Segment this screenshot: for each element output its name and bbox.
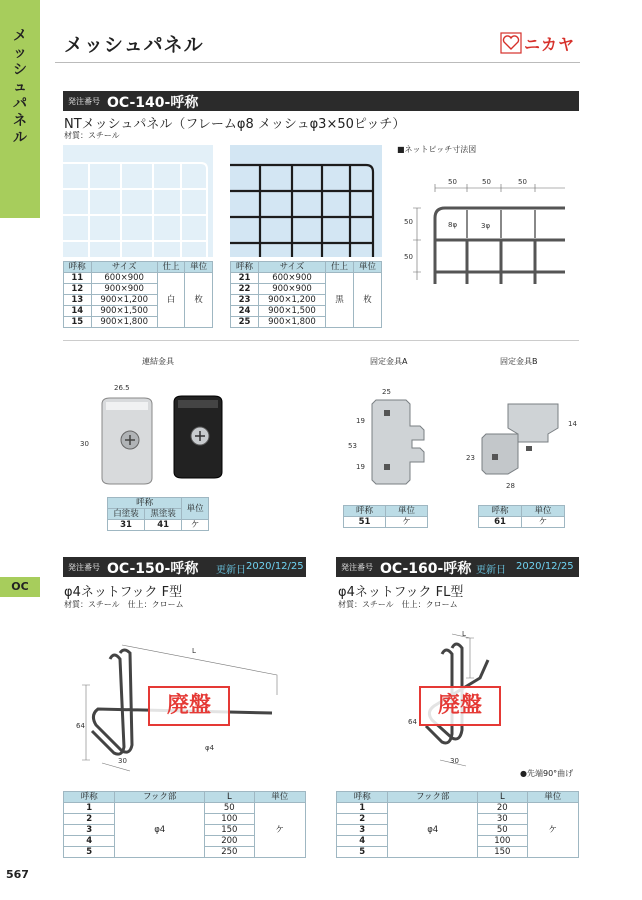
section-bar-oc150: 発注番号 OC-150-呼称 更新日 2020/12/25 xyxy=(63,557,306,577)
fixing-bracket-b-icon xyxy=(478,398,568,478)
pitch-dim-v2: 50 xyxy=(404,253,413,261)
category-side-tab xyxy=(0,0,40,218)
page-title: メッシュパネル xyxy=(64,34,204,56)
hook-f-dim-diameter: φ4 xyxy=(205,744,215,752)
table-header-row: 呼称 フック部 L 単位 xyxy=(64,792,306,803)
table-row: 1 φ4 50 ケ xyxy=(64,803,306,814)
material-oc140: 材質：スチール xyxy=(64,131,120,140)
brand-logo xyxy=(500,32,580,54)
hook-f-dim-length: L xyxy=(192,647,196,655)
section-divider xyxy=(63,340,579,341)
pitch-diagram-icon xyxy=(405,180,575,290)
table-row: 13 900×1,200 xyxy=(64,295,213,306)
fixing-bracket-a-caption: 固定金具A xyxy=(370,357,408,366)
section-bar-oc160: 発注番号 OC-160-呼称 更新日 2020/12/25 xyxy=(336,557,579,577)
table-row: 4 100 xyxy=(337,836,579,847)
header-rule xyxy=(55,62,580,63)
table-row: 3 50 xyxy=(337,825,579,836)
table-row: 3 150 xyxy=(64,825,306,836)
discontinued-stamp-oc160: 廃盤 xyxy=(419,686,501,726)
fixing-bracket-b-spec-table: 呼称 単位 61 ケ xyxy=(478,505,565,528)
table-row: 2 30 xyxy=(337,814,579,825)
brand-logo-text: ニカヤ xyxy=(524,35,576,54)
table-row: 15 900×1,800 xyxy=(64,317,213,328)
table-row: 24 900×1,500 xyxy=(231,306,382,317)
product-title-oc160: φ4ネットフック FL型 xyxy=(338,585,464,600)
col-unit: 単位 xyxy=(185,262,213,273)
hook-fl-dim-height: 64 xyxy=(408,718,417,726)
black-mesh-panel-photo xyxy=(230,145,382,257)
product-title-oc140: NTメッシュパネル（フレームφ8 メッシュφ3×50ピッチ） xyxy=(64,117,406,132)
unit-black: 枚 xyxy=(353,273,381,328)
table-row: 31 41 ケ xyxy=(108,520,209,531)
pitch-dim-b: 50 xyxy=(482,178,491,186)
category-side-tab-label: メッシュパネル xyxy=(13,28,27,146)
table-row: 23 900×1,200 xyxy=(231,295,382,306)
table-row: 51 ケ xyxy=(344,517,428,528)
table-row: 4 200 xyxy=(64,836,306,847)
white-mesh-icon xyxy=(63,145,213,257)
material-oc150: 材質：スチール 仕上：クローム xyxy=(64,600,184,609)
hook-fl-note: ●先端90°曲げ xyxy=(520,769,574,778)
joint-dim-width: 26.5 xyxy=(114,384,130,392)
pitch-dim-c: 50 xyxy=(518,178,527,186)
table-row: 5 150 xyxy=(337,847,579,858)
col-finish: 仕上 xyxy=(157,262,185,273)
pitch-dim-frame: 8φ xyxy=(448,221,458,229)
table-row: 5 250 xyxy=(64,847,306,858)
fixa-dim-top: 25 xyxy=(382,388,391,396)
order-prefix: 発注番号 xyxy=(68,97,100,106)
section-bar-oc140 xyxy=(63,91,579,111)
fixing-bracket-a-icon xyxy=(366,396,436,486)
col-code: 呼称 xyxy=(64,262,92,273)
joint-fitting-icon xyxy=(92,390,232,490)
material-oc160: 材質：スチール 仕上：クローム xyxy=(338,600,458,609)
oc-index-tab: OC xyxy=(0,577,40,597)
unit-white: 枚 xyxy=(185,273,213,328)
order-code: OC-140-呼称 xyxy=(107,95,199,111)
table-row: 14 900×1,500 xyxy=(64,306,213,317)
hook-f-spec-table xyxy=(63,791,306,858)
hook-fl-dim-width: 30 xyxy=(450,757,459,765)
table-header-row: 呼称 フック部 L 単位 xyxy=(337,792,579,803)
fixing-bracket-b-caption: 固定金具B xyxy=(500,357,538,366)
table-row: 25 900×1,800 xyxy=(231,317,382,328)
product-title-oc150: φ4ネットフック F型 xyxy=(64,585,183,600)
pitch-dim-v1: 50 xyxy=(404,218,413,226)
hook-f-dim-height: 64 xyxy=(76,722,85,730)
table-row: 21 600×900 黒 枚 xyxy=(231,273,382,284)
page-number: 567 xyxy=(6,868,29,881)
finish-white: 白 xyxy=(157,273,185,328)
pitch-diagram-caption: ■ネットピッチ寸法図 xyxy=(397,145,477,154)
table-row: 61 ケ xyxy=(479,517,565,528)
heart-logo-icon xyxy=(500,32,522,54)
joint-fitting-spec-table: 呼称 単位 白塗装 黒塗装 31 41 ケ xyxy=(107,497,209,531)
hook-fl-dim-length: L xyxy=(462,630,466,638)
fixb-dim-h2: 23 xyxy=(466,454,475,462)
table-row: 2 100 xyxy=(64,814,306,825)
finish-black: 黒 xyxy=(325,273,353,328)
pitch-dim-a: 50 xyxy=(448,178,457,186)
fixa-dim-h3: 19 xyxy=(356,463,365,471)
joint-fitting-caption: 連結金具 xyxy=(142,357,174,366)
fixa-dim-h1: 19 xyxy=(356,417,365,425)
fixing-bracket-a-spec-table: 呼称 単位 51 ケ xyxy=(343,505,428,528)
white-panel-spec-table xyxy=(63,261,213,328)
table-header-row: 呼称 サイズ 仕上 単位 xyxy=(231,262,382,273)
hook-fl-spec-table xyxy=(336,791,579,858)
pitch-dim-mesh: 3φ xyxy=(481,222,491,230)
updated-date-oc160: 2020/12/25 xyxy=(516,561,574,572)
table-header-row xyxy=(64,262,213,273)
joint-dim-height: 30 xyxy=(80,440,89,448)
fixb-dim-h1: 14 xyxy=(568,420,577,428)
hook-f-dim-width: 30 xyxy=(118,757,127,765)
table-row: 12 900×900 xyxy=(64,284,213,295)
fixb-dim-w: 28 xyxy=(506,482,515,490)
white-mesh-panel-photo xyxy=(63,145,213,257)
col-size: サイズ xyxy=(91,262,157,273)
black-panel-spec-table xyxy=(230,261,382,328)
updated-date-oc150: 2020/12/25 xyxy=(246,561,304,572)
table-row: 22 900×900 xyxy=(231,284,382,295)
fixa-dim-h2: 53 xyxy=(348,442,357,450)
black-mesh-icon xyxy=(230,145,382,257)
table-row: 11 600×900 白 枚 xyxy=(64,273,213,284)
table-row: 1 φ4 20 ケ xyxy=(337,803,579,814)
discontinued-stamp-oc150: 廃盤 xyxy=(148,686,230,726)
